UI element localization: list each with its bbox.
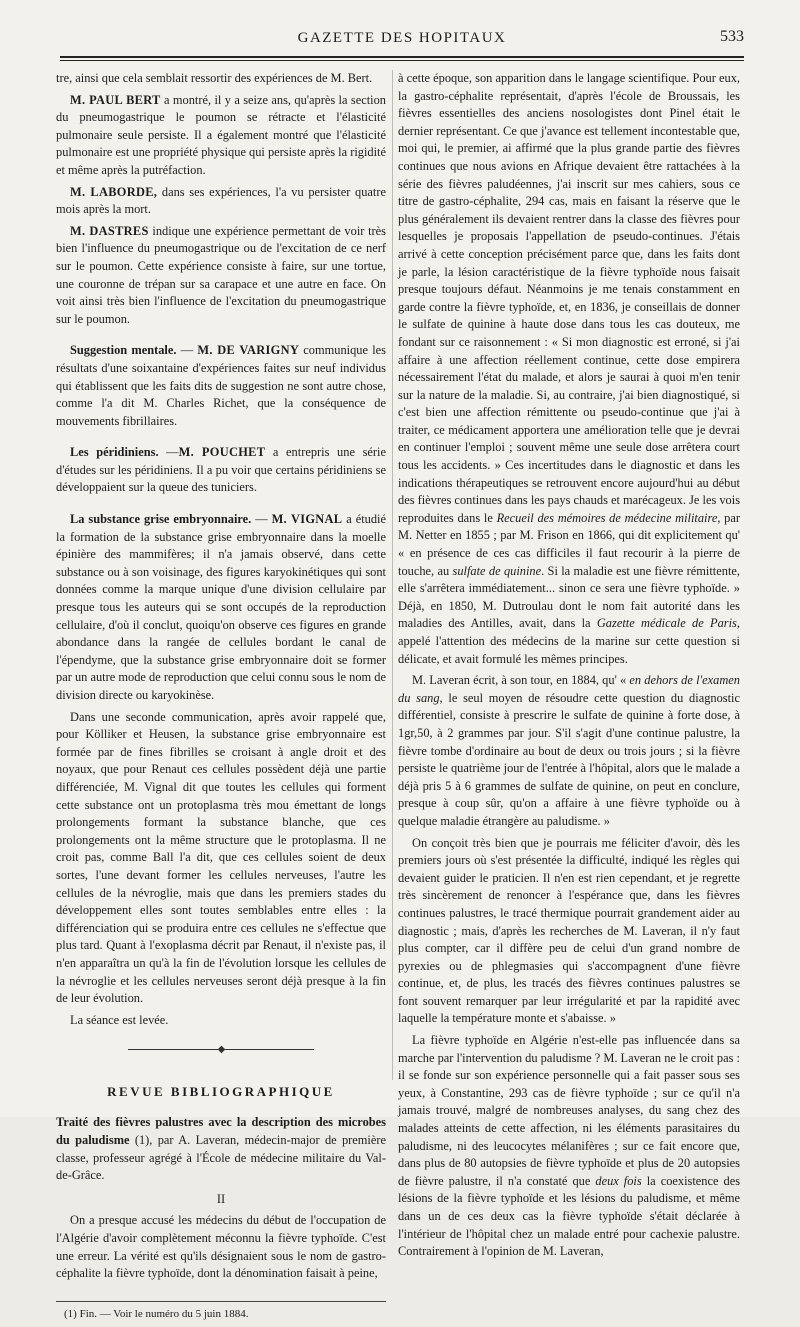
paragraph-substance-grise <box>56 511 386 705</box>
paragraph <box>398 70 740 668</box>
speaker-name: M. VIGNAL <box>271 512 343 527</box>
paragraph-paul-bert <box>56 92 386 180</box>
speaker-name: M. LABORDE, <box>70 184 158 199</box>
paragraph-dastres <box>56 223 386 329</box>
header-rule <box>60 56 744 61</box>
paragraph <box>398 1032 740 1261</box>
book-citation <box>56 1114 386 1184</box>
italic-quote: en dehors de l'examen du sang <box>398 673 740 705</box>
paragraph-laborde <box>56 184 386 219</box>
page-header <box>60 22 744 62</box>
speaker-name: M. PAUL BERT <box>70 92 161 107</box>
paragraph: tre, ainsi que cela semblait ressortir des expériences de M. Bert. <box>56 71 373 85</box>
journal-title: GAZETTE DES HOPITAUX <box>297 30 507 46</box>
italic-title: Recueil des mémoires de médecine militaire <box>496 510 718 525</box>
section-number: II <box>216 1191 226 1206</box>
paragraph-text: a entrepris une série d'études sur les péridiniens. Il a pu voir que certains péridiniens se développaient sur la queue des tuniciers. <box>56 445 386 495</box>
paragraph: Dans une seconde communication, après avoir rappelé que, pour Kölliker et Heusen, la substance grise embryonnaire est formée par de fines fibrilles se croisant à angle droit et des noyaux, que pour Renaut ces cellules possèdent déjà une partie différenciée, M. Vignal dit que toutes les cellules qui forment cette substance ont un protoplasma très mou émettant de longs prolongements formant la substance blanche, que ces prolongements ont la même structure que le protoplasma. Il ne croit pas, comme Ball l'a dit, que ces cellules soient de deux sortes, l'une devant former les cellules nerveuses, l'autre les cellules de la névroglie, mais que dans les premiers stades du développement elles sont toutes semblables entre elles : la différenciation qui se produira entre ces cellules ne s'effectue que plus tard. Quant à l'exoplasma décrit par Renaut, il n'existe pas, il n'en apparaîtra un qu'à la fin de l'évolution lorsque les cellules de la névroglie et les cellules nerveuses seront déjà presque à la fin de leur évolution. <box>56 709 386 1006</box>
paragraph-text: dans ses expériences, l'a vu persister quatre mois après la mort. <box>56 184 386 217</box>
dash: — <box>158 445 179 460</box>
paragraph-peridiniens <box>56 444 386 497</box>
section-heading: REVUE BIBLIOGRAPHIQUE <box>107 1083 335 1099</box>
speaker-name: M. POUCHET <box>178 445 266 460</box>
dash: — <box>251 512 272 527</box>
paragraph-text: communique les résultats d'une soixantaine d'expériences faites sur neuf individus qui établissent que les faits dits de suggestion ne sont autre chose, comme l'a dit M. Charles Richet, que la conséquence de mouvements fibrillaires. <box>56 343 386 428</box>
paragraph-text: la coexistence des lésions de la fièvre typhoïde et les lésions du paludisme, et même dans un de ces deux cas la fièvre typhoïde s'était déclarée à l'intérieur de l'hôpital chez un malade entré pour cachexie palustre. Contrairement à l'opinion de M. Laveran, <box>398 1173 741 1259</box>
topic-heading: La substance grise embryonnaire. <box>70 512 252 527</box>
page-number: 533 <box>720 28 744 45</box>
paragraph-text: a étudié la formation de la substance grise embryonnaire dans la moelle épinière des mammifères; il n'a jamais observé, dans cette substance ou à son voisinage, des figures karyokinétiques qui sont données comme la marque unique d'une division cellulaire par presque tous les auteurs qui se sont occupés de la reproduction cellulaire, d'où il conclut, quoiqu'on observe ces figures en grande abondance dans la rangée de cellules bordant le canal de l'épendyme, que la substance grise embryonnaire doit se former par un autre mode de reproduction que celui connu sous le nom de division directe ou karyokinèse. <box>56 512 386 702</box>
right-column <box>398 70 740 1265</box>
book-title: Traité des fièvres palustres avec la description des microbes du paludisme <box>56 1115 386 1148</box>
footnote: (1) Fin. — Voir le numéro du 5 juin 1884. <box>64 1307 249 1320</box>
footnote-rule <box>56 1301 386 1302</box>
italic-title: Gazette médicale de Paris <box>596 616 737 631</box>
italic-term: deux fois <box>595 1173 642 1188</box>
dash: — <box>176 343 198 358</box>
speaker-name: M. DE VARIGNY <box>197 343 300 358</box>
speaker-name: M. DASTRES <box>70 223 149 238</box>
paragraph: On a presque accusé les médecins du début de l'occupation de l'Algérie d'avoir complètement méconnu la fièvre typhoïde. C'est une erreur. La vérité est qu'ils désignaient sous le nom de gastro-céphalite la fièvre typhoïde, dont la dénomination faisait à peine, <box>56 1213 386 1281</box>
left-column <box>56 70 386 1327</box>
topic-heading: Suggestion mentale. <box>70 343 177 358</box>
paragraph-text: . Si la maladie est une fièvre rémittente, elle s'arrêtera immédiatement... sinon ce sera une fièvre typhoïde. » Déjà, en 1850, M. Dutroulau dont le nom fait autorité dans les maladies des Antilles, avait, dans la <box>398 563 740 631</box>
column-divider <box>392 70 393 1080</box>
paragraph-text: indique une expérience permettant de voir très bien l'influence du pneumogastrique ou de l'excitation de ce nerf sur le poumon. Cette expérience consiste à faire, sur une tortue, une couronne de trépan sur sa carapace et une autre en face. On voit ainsi très bien l'influence de l'excitation du pneumogastrique sur le poumon. <box>56 223 387 326</box>
paragraph-text: à cette époque, son apparition dans le langage scientifique. Pour eux, la gastro-céphalite représentait, d'après l'école de Broussais, les fièvres essentielles des anciens nosologistes dont Pinel était le dernier représentant. Ce que j'avance est tellement incontestable que, moi qui, le premier, ai affirmé que la plus grande partie des fièvres continues que nous avions en Afrique devaient être rattachées à la série des fièvres paludéennes, j'ai inscrit sur mes cahiers, sous ce titre de gastro-céphalite, 294 cas, mais en faisant la réserve que le plus généralement ils devaient rentrer dans la classe des fièvres pour lesquelles je proposais l'appellation de pseudo-continues. J'étais arrivé à cette conception précisément parce que, dans les faits dont je parle, la lésion caractéristique de la fièvre typhoïde nous faisait presque toujours défaut. Néanmoins je me tenais constamment en garde contre la fièvre typhoïde, et, en 1836, je conseillais de donner le sulfate de quinine à haute dose dans tous les cas douteux, me fondant sur ce raisonnement : « Si mon diagnostic est erroné, si j'ai affaire à une affection réellement continue, cette dose empirera nécessairement l'état du malade, et alors je saurai à quoi m'en tenir sur la nature de la maladie. Si, au contraire, j'ai bien diagnostiqué, si c'est bien une affection rémittente ou pseudo-continue que j'ai à traiter, ce médicament apportera une amélioration telle que je devrai en continuer l'emploi ; souvent même une seule dose arrêtera court tous les accidents. » Ces incertitudes dans le diagnostic et dans les indications thérapeutiques se retrouvent encore aujourd'hui au début des fièvres continues dans les pays chauds et marécageux. Je les vois reproduites dans le <box>398 71 741 525</box>
paragraph-text: , appelé l'attention des médecins de la marine sur cette question si délicate, et avait formulé les mêmes principes. <box>398 616 740 666</box>
paragraph-suggestion-mentale <box>56 342 386 430</box>
paragraph-text: , par M. Netter en 1855 ; par M. Frison en 1866, qui dit explicitement qu' « en présence de ces cas difficiles il faut recourir à la pierre de touche, au <box>398 510 740 578</box>
paragraph-text: La fièvre typhoïde en Algérie n'est-elle pas influencée dans sa marche par l'intervention du paludisme ? M. Laveran ne le croit pas : il se fonde sur son expérience personnelle qui a fait passer sous ses yeux, à Constantine, 293 cas de fièvre typhoïde ; sur ce qu'il n'a jamais trouvé, malgré de nombreuses analyses, du sang chez des malades atteints de cette affection, ni les éléments parasitaires du paludisme, ni des leucocytes mélanifères ; sur ce fait encore que, dans plus de 80 autopsies de fièvre typhoïde et plus de 20 autopsies de fièvre palustre, il n'a constaté que <box>398 1033 740 1188</box>
italic-term: sulfate de quinine <box>452 563 542 578</box>
topic-heading: Les péridiniens. <box>70 445 159 460</box>
paragraph-text: M. Laveran écrit, à son tour, en 1884, qu' « <box>412 673 630 688</box>
book-details: (1), par A. Laveran, médecin-major de première classe, professeur agrégé à l'École de médecine militaire du Val-de-Grâce. <box>56 1133 386 1183</box>
paragraph-text: a montré, il y a seize ans, qu'après la section du pneumogastrique le poumon se rétracte et l'élasticité pulmonaire seule persiste. Il a également montré que l'élasticité pulmonaire est une propriété physique qui persiste après la rigidité et même après la putréfaction. <box>56 92 386 177</box>
paragraph <box>398 672 740 830</box>
paragraph-seance-levee: La séance est levée. <box>70 1012 169 1027</box>
paragraph-text: , le seul moyen de résoudre cette question du diagnostic différentiel, consiste à prescrire le sulfate de quinine à forte dose, à 1gr,50, à 2 grammes par jour. S'il s'agit d'une continue palustre, la fièvre tombe d'ordinaire au bout de deux ou trois jours ; si la fièvre persiste le quatrième jour de l'entrée à l'hôpital, alors que le malade a déjà pris 5 à 6 grammes de sulfate de quinine, on peut en conclure, presque à coup sûr, qu'on a affaire à une fièvre typhoïde ou à quelque maladie étrangère au paludisme. » <box>398 690 740 828</box>
ornament-divider: ◆ <box>56 1041 386 1059</box>
paragraph: On conçoit très bien que je pourrais me féliciter d'avoir, dès les premiers jours où s'est présentée la difficulté, indiqué les règles qui devaient guider le praticien. Il n'en est rien cependant, et je regrette très sincèrement de renoncer à l'espérance que, dans les fièvres continues palustres, le tracé thermique pourrait grandement aider au diagnostic ; mais, d'après les recherches de M. Laveran, il n'y faut plus compter, car il diffère peu de celui d'un grand nombre de pyrexies ou de phlegmasies qui s'accompagnent d'une fièvre continue, et, de plus, les tracés des fièvres continues palustres se font souvent remarquer par leur irrégularité et par la rapidité avec laquelle la température monte et s'abaisse. » <box>398 835 740 1026</box>
